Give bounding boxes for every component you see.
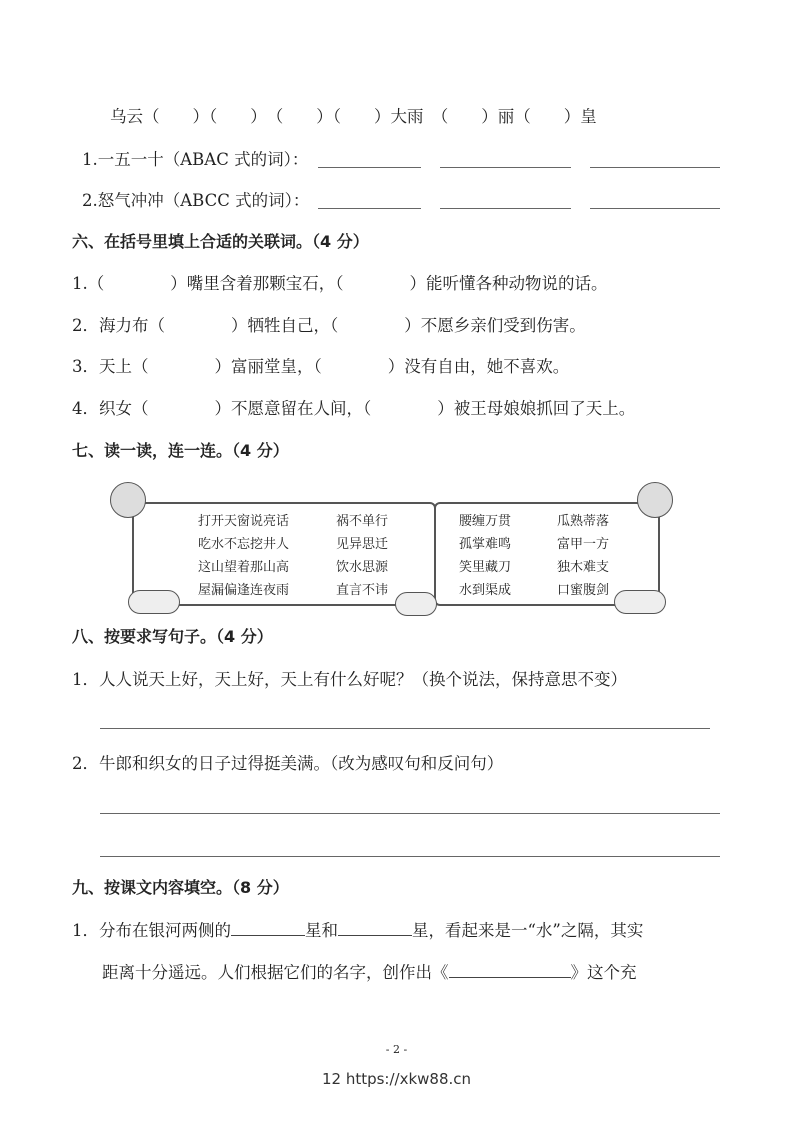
match-item[interactable]: 口蜜腹剑: [557, 583, 610, 598]
answer-line[interactable]: [100, 728, 710, 729]
sun-icon: [637, 482, 673, 518]
footer-watermark: 12 https://xkw88.cn: [321, 1070, 472, 1088]
match-item[interactable]: 饮水思源: [336, 560, 389, 575]
match-item[interactable]: 打开天窗说亮话: [198, 514, 290, 529]
q5-item-2-label: 2.怒气冲冲（ABCC 式的词）：: [82, 191, 310, 210]
answer-blank[interactable]: [590, 208, 720, 209]
q9-title: 九、按课文内容填空。（8 分）: [72, 878, 289, 897]
q6-item: 1.（ ）嘴里含着那颗宝石，（ ）能听懂各种动物说的话。: [72, 274, 608, 293]
q5-item-2: [82, 190, 309, 212]
answer-blank[interactable]: [318, 167, 421, 168]
cloud-icon: [128, 590, 180, 614]
page-number: - 2 -: [385, 1043, 408, 1056]
cloud-icon: [614, 590, 666, 614]
q9-text: 》这个充: [570, 963, 637, 982]
answer-blank[interactable]: [318, 208, 421, 209]
match-item[interactable]: 笑里藏刀: [459, 560, 512, 575]
q9-text: 星，看起来是一“水”之隔，其实: [412, 921, 644, 940]
fill-blank[interactable]: [231, 919, 305, 936]
match-item[interactable]: 这山望着那山高: [198, 560, 290, 575]
sun-icon: [110, 482, 146, 518]
q9-para-1: [72, 919, 643, 942]
q9-text: 距离十分遥远。人们根据它们的名字，创作出《: [102, 963, 449, 982]
match-item[interactable]: 直言不讳: [336, 583, 389, 598]
match-item[interactable]: 富甲一方: [557, 537, 610, 552]
match-item[interactable]: 屋漏偏逢连夜雨: [198, 583, 290, 598]
q5-word-row: 乌云（ ）（ ） （ ）（ ）大雨 （ ）丽（ ）皇: [110, 107, 597, 126]
q5-item-1-label: 1.一五一十（ABAC 式的词）：: [82, 150, 309, 169]
q8-item-2: 2．牛郎和织女的日子过得挺美满。（改为感叹句和反问句）: [72, 754, 504, 773]
match-item[interactable]: 水到渠成: [459, 583, 512, 598]
answer-blank[interactable]: [440, 208, 571, 209]
answer-line[interactable]: [100, 856, 720, 857]
q9-para-2: [102, 961, 637, 984]
answer-blank[interactable]: [440, 167, 571, 168]
answer-blank[interactable]: [590, 167, 720, 168]
q7-title: 七、读一读，连一连。（4 分）: [72, 441, 289, 460]
q6-title: 六、在括号里填上合适的关联词。（4 分）: [72, 232, 369, 251]
q6-item: 4．织女（ ）不愿意留在人间，（ ）被王母娘娘抓回了天上。: [72, 399, 636, 418]
match-item[interactable]: 见异思迁: [336, 537, 389, 552]
q8-item-1: 1．人人说天上好，天上好，天上有什么好呢？（换个说法，保持意思不变）: [72, 670, 627, 689]
fill-blank[interactable]: [338, 919, 412, 936]
q8-title: 八、按要求写句子。（4 分）: [72, 627, 273, 646]
match-item[interactable]: 吃水不忘挖井人: [198, 537, 290, 552]
q5-item-1: [82, 149, 308, 171]
q6-item: 2．海力布（ ）牺牲自己，（ ）不愿乡亲们受到伤害。: [72, 316, 586, 335]
match-item[interactable]: 独木难支: [557, 560, 610, 575]
q9-text: 星和: [305, 921, 338, 940]
q6-item: 3．天上（ ）富丽堂皇，（ ）没有自由，她不喜欢。: [72, 357, 570, 376]
cloud-icon: [395, 592, 437, 616]
fill-blank[interactable]: [449, 961, 571, 978]
match-item[interactable]: 祸不单行: [336, 514, 389, 529]
match-item[interactable]: 孤掌难鸣: [459, 537, 512, 552]
match-item[interactable]: 瓜熟蒂落: [557, 514, 610, 529]
q9-text: 1．分布在银河两侧的: [72, 921, 231, 940]
answer-line[interactable]: [100, 813, 720, 814]
match-item[interactable]: 腰缠万贯: [459, 514, 512, 529]
